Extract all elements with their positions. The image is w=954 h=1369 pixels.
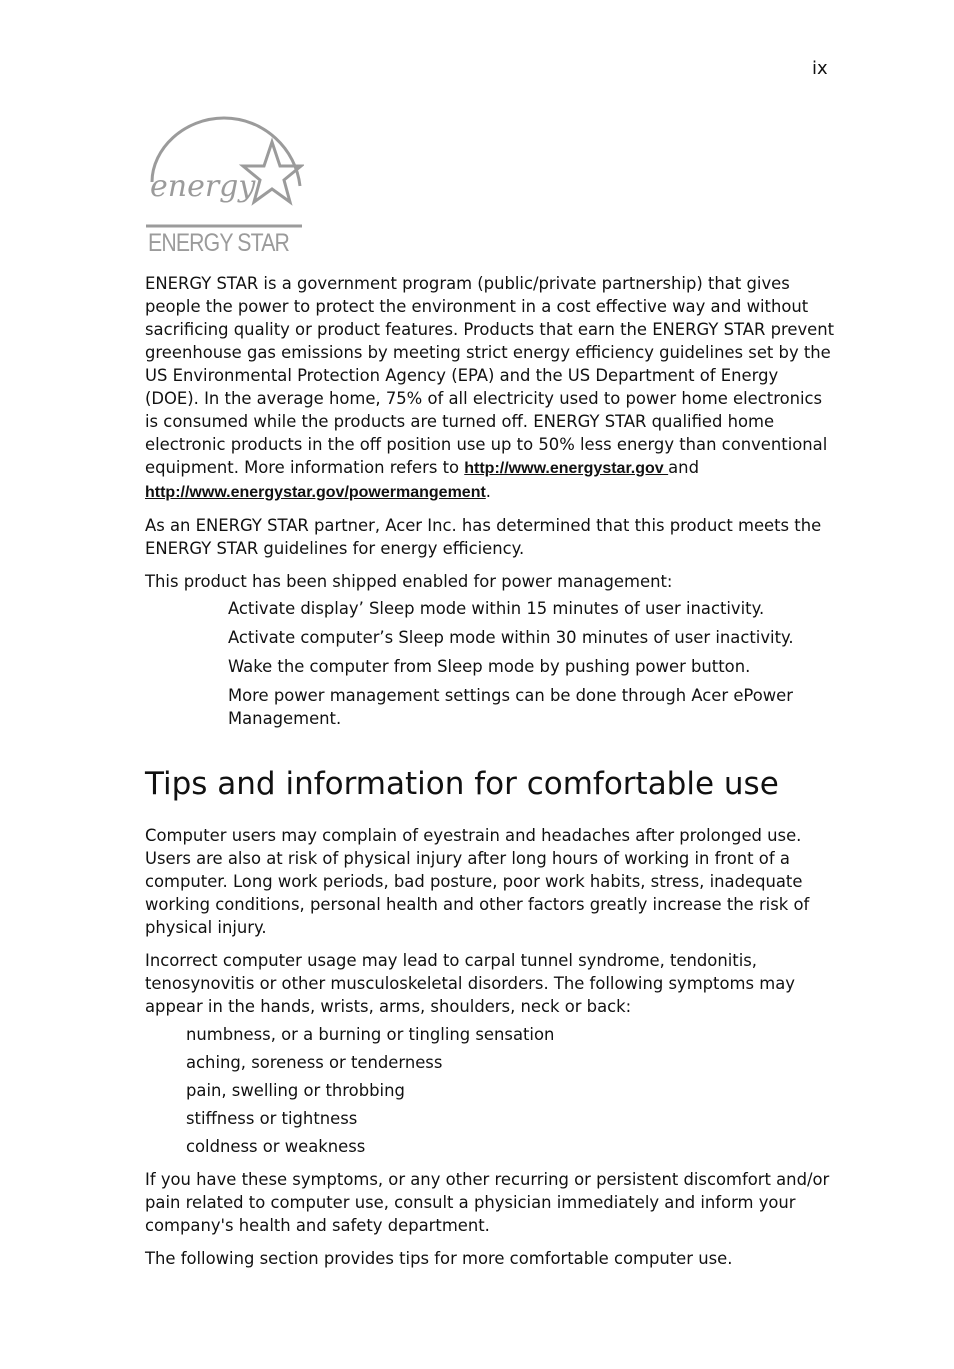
partner-paragraph: As an ENERGY STAR partner, Acer Inc. has determined that this product meets the ENERGY STAR guidelines for energy efficiency. [145, 516, 822, 558]
energy-star-wordmark: ENERGY STAR [148, 229, 290, 257]
list-item: pain, swelling or throbbing [186, 1081, 405, 1100]
link-end: . [485, 482, 492, 501]
powermanagement-link[interactable]: http://www.energystar.gov/powermangement [145, 484, 486, 501]
list-item: numbness, or a burning or tingling sensation [186, 1025, 555, 1044]
symptoms-list [145, 1023, 835, 1158]
link-joiner: and [668, 458, 699, 477]
list-item: Wake the computer from Sleep mode by pushing power button. [228, 657, 751, 676]
list-item: stiffness or tightness [186, 1109, 358, 1128]
power-settings-list [145, 597, 835, 730]
page-content [145, 272, 835, 1280]
intro-text: ENERGY STAR is a government program (public/private partnership) that gives people the power to protect the environment in a cost effective way and without sacrificing quality or product features. Products that earn the ENERGY STAR prevent greenhouse gas emissions by meeting strict energy efficiency guidelines set by the US Environmental Protection Agency (EPA) and the US Department of Energy (DOE). In the average home, 75% of all electricity used to power home electronics is consumed while the products are turned off. ENERGY STAR qualified home electronic products in the off position use up to 50% less energy than conventional equipment. More information refers to [145, 274, 835, 477]
tips-paragraph-3: If you have these symptoms, or any other recurring or persistent discomfort and/or pain related to computer use, consult a physician immediately and inform your company's health and safety department. [145, 1170, 830, 1235]
list-item: aching, soreness or tenderness [186, 1053, 443, 1072]
energy-script: energy [150, 169, 256, 204]
shipped-paragraph: This product has been shipped enabled for power management: [145, 572, 673, 591]
section-heading: Tips and information for comfortable use [145, 766, 779, 802]
list-item: More power management settings can be done through Acer ePower Management. [228, 686, 793, 728]
list-item: Activate display’ Sleep mode within 15 minutes of user inactivity. [228, 599, 765, 618]
page-number: ix [812, 58, 828, 79]
list-item: coldness or weakness [186, 1137, 366, 1156]
tips-paragraph-1: Computer users may complain of eyestrain and headaches after prolonged use. Users are also at risk of physical injury after long hours of working in front of a computer. Long work periods, bad posture, poor work habits, stress, inadequate working conditions, personal health and other factors greatly increase the risk of physical injury. [145, 826, 810, 937]
energy-star-intro [145, 272, 835, 504]
tips-paragraph-4: The following section provides tips for more comfortable computer use. [145, 1249, 733, 1268]
tips-paragraph-2: Incorrect computer usage may lead to carpal tunnel syndrome, tendonitis, tenosynovitis or other musculoskeletal disorders. The following symptoms may appear in the hands, wrists, arms, shoulders, neck or back: [145, 951, 795, 1016]
list-item: Activate computer’s Sleep mode within 30 minutes of user inactivity. [228, 628, 794, 647]
energystar-link[interactable]: http://www.energystar.gov [464, 460, 669, 477]
